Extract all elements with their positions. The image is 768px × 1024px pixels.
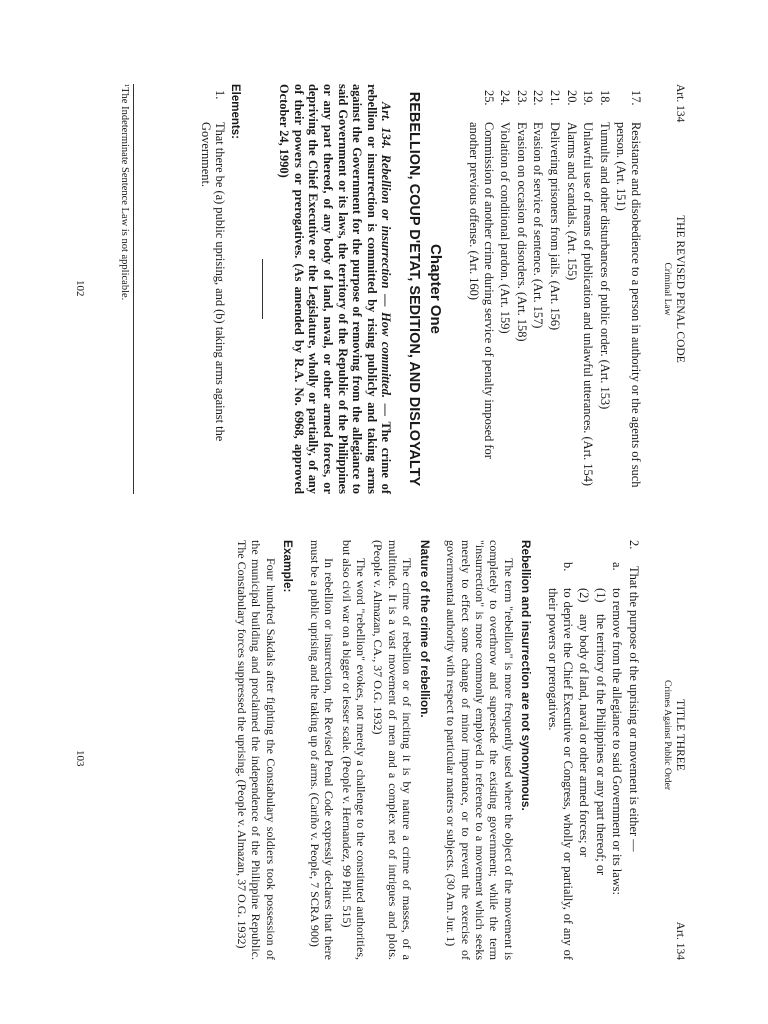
list-item-number: 18. [597, 90, 612, 106]
section-paragraph: The word "rebellion" evokes, not merely a challenge to the constituted authorities, but also civil war on a bigger or lesser scale. (People v. Hernandez, 99 Phil. 515) [339, 540, 368, 960]
left-page-number: 102 [74, 280, 86, 297]
element-item-2 [626, 540, 641, 960]
list-item [581, 84, 596, 494]
example-paragraph: Four hundred Sakdals after fighting the Constabulary soldiers took possession of the municipal building and proclaimed the independence of the Philippine Republic. The Constabulary forces suppressed the uprising. (People v. Almazan, 37 O.G. 1932) [234, 540, 278, 960]
list-item-number: 21. [548, 90, 563, 106]
purpose-item-a1 [593, 588, 608, 960]
list-item-number: 19. [581, 90, 596, 106]
right-header-center [660, 635, 686, 835]
example-heading: Example: [281, 540, 296, 593]
elements-heading: Elements: [228, 84, 241, 139]
divider-rule [262, 259, 263, 319]
list-item [498, 84, 513, 494]
right-header-article: Art. 134 [674, 921, 686, 960]
element-number: 1. [213, 90, 228, 100]
list-item-number: 22. [531, 90, 546, 106]
left-header-article: Art. 134 [674, 84, 686, 123]
list-item-text: Resistance and disobedience to a person in authority or the agents of such person. (Art. 151) [614, 122, 643, 488]
list-item-number: 24. [498, 90, 513, 106]
left-page-body [196, 84, 643, 494]
purpose-text: the territory of the Philippines or any part thereof; or [593, 614, 608, 876]
list-item-text: Alarms and scandals. (Art. 155) [564, 122, 579, 281]
list-item-text: Commission of another crime during service of penalty imposed for another previous offense. (Art. 160) [467, 122, 496, 459]
section-heading-nature: Nature of the crime of rebellion. [417, 540, 432, 718]
list-item-text: Evasion on occasion of disorders. (Art. 158) [514, 122, 529, 342]
list-item-number: 17. [629, 90, 643, 106]
list-item [547, 84, 562, 494]
element-number: 2. [627, 540, 641, 550]
list-item-text: Delivering prisoners from jails. (Art. 156) [548, 122, 563, 331]
article-body: The crime of rebellion or insurrection is committed by rising publicly and taking arms against the Government for the purpose of removing from the allegiance to said Government or its laws, the territory of the Republic of the Philippines or any part thereof, of any body of land, naval, or other armed forces, or depriving the Chief Executive or the Legislature, wholly or partially, of any of their powers or prerogatives. (As amended by R.A. No. 6968, approved October 24, 1990) [277, 84, 394, 495]
purpose-item-a [610, 562, 625, 960]
purpose-number: (2) [577, 588, 592, 603]
left-running-head [662, 84, 686, 494]
element-text: That there be (a) public uprising, and (b) taking arms against the Government. [198, 122, 228, 442]
left-header-subtitle: Criminal Law [662, 262, 672, 316]
list-item-number: 23. [514, 90, 529, 106]
article-lead: Art. 134. Rebellion or insurrection — How committed. — [379, 102, 394, 417]
element-item-1 [198, 84, 227, 494]
right-page-number: 103 [74, 750, 86, 767]
purpose-letter: a. [610, 562, 625, 571]
list-item-text: Evasion of service of sentence. (Art. 157) [531, 122, 546, 329]
list-item-text: Violation of conditional pardon. (Art. 159) [498, 122, 513, 334]
section-paragraph: The term "rebellion" is more frequently used where the object of the movement is completely to overthrow and supersede the existing government; while the term "insurrection" is more commonly employed in reference to a movement which seeks merely to effect some change of minor importance, or to prevent the exercise of governmental authority with respect to particular matters or subjects. (30 Am. Jur. 1) [444, 540, 516, 960]
section-paragraph: In rebellion or insurrection, the Revised Penal Code expressly declares that there must be a public uprising and the taking up of arms. (Cariño v. People, 7 SCRA 900) [307, 540, 337, 960]
article-134-text [277, 84, 394, 494]
purpose-letter: b. [560, 562, 575, 572]
list-item-text: Tumults and other disturbances of public order. (Art. 153) [597, 122, 612, 410]
chapter-subtitle: REBELLION, COUP D'ETAT, SEDITION, AND DISLOYALTY [406, 91, 423, 487]
right-header-title: TITLE THREE [674, 699, 686, 771]
list-item [531, 84, 546, 494]
list-item [564, 84, 579, 494]
list-item [466, 84, 495, 494]
list-item-number: 20. [564, 90, 579, 106]
right-page [0, 512, 768, 1024]
element-text: That the purpose of the uprising or movement is either — [627, 566, 641, 852]
right-header-subtitle: Crimes Against Public Order [662, 679, 672, 791]
purpose-text: to deprive the Chief Executive or Congress, wholly or partially, of any of their powers or prerogatives. [546, 588, 575, 960]
list-item [614, 84, 643, 494]
list-item-number: 25. [481, 90, 496, 106]
purpose-item-b [545, 562, 574, 960]
footnote: ¹The Indeterminate Sentence Law is not applicable. [119, 84, 134, 494]
section-heading-synonymous: Rebellion and insurrection are not synonymous. [519, 540, 534, 811]
purpose-item-a2 [577, 588, 592, 960]
purpose-text: any body of land, naval or other armed forces; or [577, 614, 592, 857]
right-page-body [235, 540, 643, 960]
list-item-text: Unlawful use of means of publication and unlawful utterances. (Art. 154) [581, 122, 596, 487]
left-header-title: THE REVISED PENAL CODE [674, 215, 686, 363]
purpose-number: (1) [593, 588, 608, 603]
left-header-center [660, 189, 686, 389]
offense-list [466, 84, 643, 494]
chapter-title: Chapter One [427, 243, 445, 334]
list-item [514, 84, 529, 494]
list-item [597, 84, 612, 494]
purpose-text: to remove from the allegiance to said Government or its laws: [610, 588, 625, 895]
chapter-heading [405, 84, 444, 494]
section-paragraph: The crime of rebellion or of inciting it is by nature a crime of masses, of a multitude. It is a vast movement of men and a complex net of intrigues and plots. (People v. Almazan, CA., 37 O.G. 1932) [371, 540, 415, 960]
